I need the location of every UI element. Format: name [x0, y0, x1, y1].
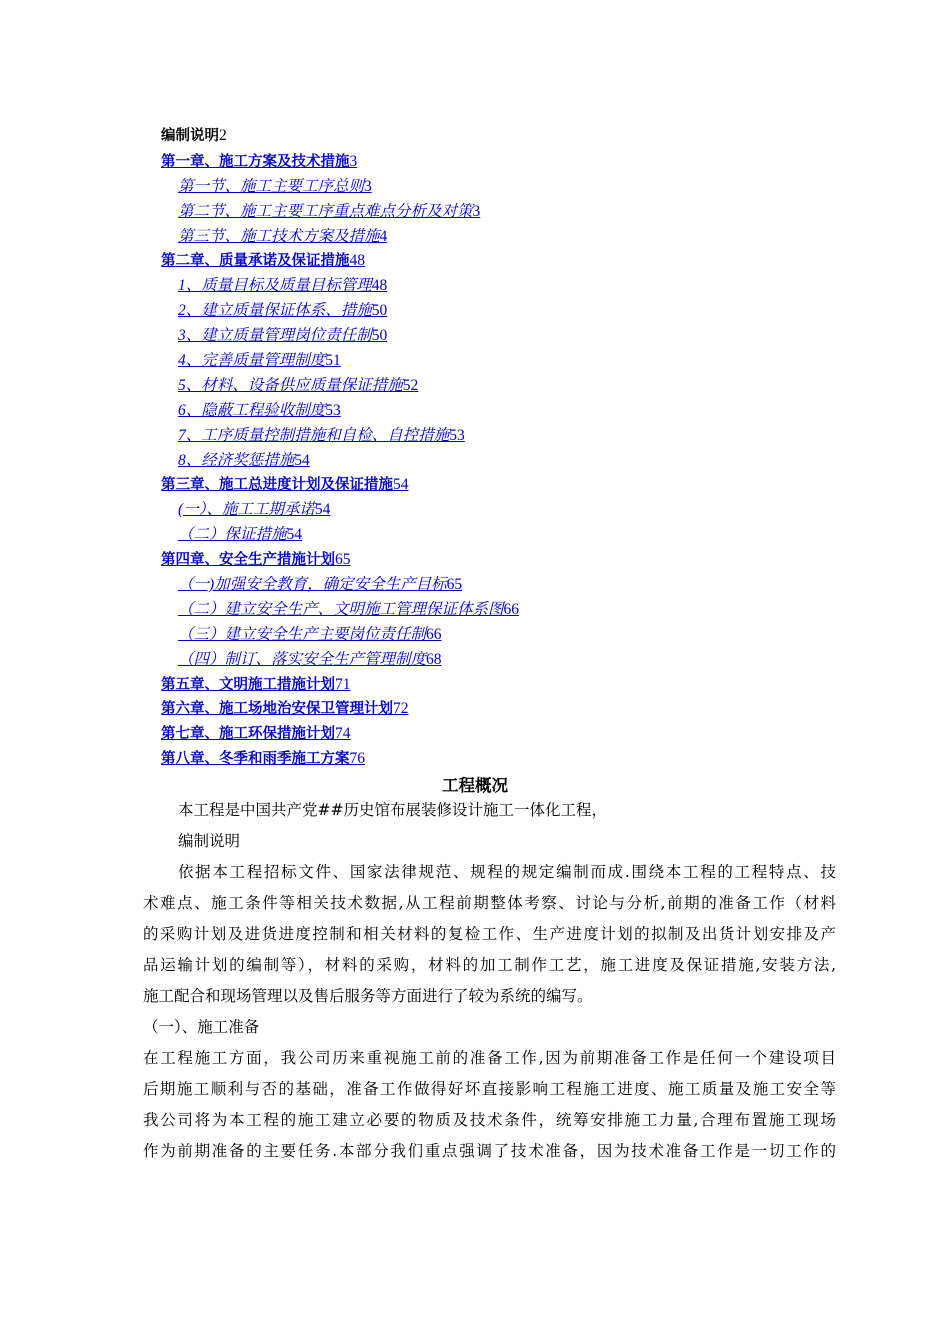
toc-entry[interactable] — [161, 746, 861, 771]
toc-entry-text: 第六章、施工场地治安保卫管理计划 — [161, 701, 393, 718]
toc-entry[interactable] — [161, 497, 861, 522]
toc-entry-text: 第一章、施工方案及技术措施 — [161, 153, 350, 170]
toc-link[interactable] — [178, 501, 330, 518]
toc-entry-text: 第八章、冬季和雨季施工方案 — [161, 751, 350, 768]
toc-link[interactable] — [178, 203, 480, 220]
section-label: 编制说明 — [178, 832, 241, 850]
toc-entry[interactable] — [161, 622, 861, 647]
toc-entry-text: (一）、施工工期承诺 — [178, 501, 315, 519]
toc-entry-text: 第三节、施工技术方案及措施 — [178, 227, 380, 245]
section-heading-preparation: （一）、施工准备 — [143, 1018, 260, 1036]
toc-link[interactable] — [161, 154, 357, 170]
toc-entry[interactable] — [161, 522, 861, 547]
toc-link[interactable] — [161, 253, 365, 269]
toc-entry[interactable] — [161, 373, 861, 398]
intro-line: 本工程是中国共产党##历史馆布展装修设计施工一体化工程， — [178, 801, 607, 819]
toc-page-number: 72 — [393, 700, 409, 718]
toc-entry-text: 第三章、施工总进度计划及保证措施 — [161, 477, 393, 494]
paragraph-compilation — [143, 857, 836, 1012]
toc-page-number: 3 — [364, 177, 372, 195]
toc-link[interactable] — [161, 701, 409, 717]
toc-link[interactable] — [161, 677, 351, 693]
toc-entry-text: （一)加强安全教育，确定安全生产目标 — [178, 576, 447, 594]
toc-entry[interactable] — [161, 597, 861, 622]
paragraph-line: 作为前期准备的主要任务.本部分我们重点强调了技术准备，因为技术准备工作是一切工作的 — [143, 1142, 836, 1160]
toc-entry[interactable] — [161, 323, 861, 348]
toc-page-number: 54 — [314, 501, 331, 519]
toc-entry-text: （二）保证措施 — [178, 526, 287, 544]
toc-page-number: 54 — [286, 526, 303, 544]
toc-link[interactable] — [178, 402, 341, 419]
toc-page-number: 65 — [446, 576, 463, 594]
toc-link[interactable] — [178, 302, 387, 319]
paragraph-line: 施工配合和现场管理以及售后服务等方面进行了较为系统的编写。 — [143, 987, 593, 1005]
toc-page-number: 3 — [349, 152, 358, 170]
paragraph-line: 依据本工程招标文件、国家法律规范、规程的规定编制而成.围绕本工程的工程特点、技 — [178, 863, 836, 881]
paragraph-preparation — [143, 1043, 836, 1167]
table-of-contents — [161, 124, 861, 771]
toc-page-number: 50 — [371, 327, 388, 345]
toc-page-number: 65 — [335, 551, 351, 569]
toc-entry[interactable] — [161, 472, 861, 497]
toc-entry-text: 6、隐蔽工程验收制度 — [178, 401, 326, 419]
toc-page-number: 52 — [402, 376, 419, 394]
toc-link[interactable] — [161, 726, 351, 742]
toc-page-number: 53 — [449, 426, 465, 444]
toc-entry-text: 第二章、质量承诺及保证措施 — [161, 253, 350, 270]
toc-page-number: 74 — [335, 725, 351, 743]
toc-entry-text: 第二节、施工主要工序重点难点分析及对策 — [178, 202, 473, 220]
toc-entry-text: 1、质量目标及质量目标管理 — [178, 277, 372, 295]
toc-entry — [161, 124, 861, 149]
toc-entry[interactable] — [161, 547, 861, 572]
toc-entry-text: （四）制订、落实安全生产管理制度 — [178, 650, 427, 668]
toc-link[interactable] — [178, 427, 465, 444]
paragraph-line: 品运输计划的编制等），材料的采购，材料的加工制作工艺，施工进度及保证措施,安装方法, — [143, 956, 836, 974]
toc-page-number: 53 — [325, 401, 341, 419]
toc-link[interactable] — [178, 576, 462, 593]
toc-entry[interactable] — [161, 647, 861, 672]
paragraph-line: 我公司将为本工程的施工建立必要的物质及技术条件，统筹安排施工力量,合理布置施工现场 — [143, 1111, 836, 1129]
toc-entry-text: 7、工序质量控制措施和自检、自控措施 — [178, 426, 450, 444]
toc-entry[interactable] — [161, 199, 861, 224]
toc-entry[interactable] — [161, 273, 861, 298]
toc-entry[interactable] — [161, 248, 861, 273]
toc-page-number: 48 — [371, 277, 388, 295]
paragraph-line: 术难点、施工条件等相关技术数据,从工程前期整体考察、讨论与分析,前期的准备工作（材料 — [143, 894, 836, 912]
toc-page-number: 3 — [472, 202, 481, 220]
paragraph-line: 后期施工顺利与否的基础，准备工作做得好坏直接影响工程施工进度、施工质量及施工安全等 — [143, 1080, 836, 1098]
toc-entry[interactable] — [161, 224, 861, 249]
toc-page-number: 54 — [393, 476, 409, 494]
toc-page-number: 68 — [426, 650, 442, 668]
toc-link[interactable] — [178, 377, 418, 394]
toc-entry-text: 3、建立质量管理岗位责任制 — [178, 327, 372, 345]
toc-entry[interactable] — [161, 448, 861, 473]
toc-page-number: 76 — [349, 750, 365, 768]
toc-entry-text: 第五章、文明施工措施计划 — [161, 676, 335, 693]
toc-link[interactable] — [178, 651, 442, 668]
toc-entry-text: 4、完善质量管理制度 — [178, 352, 326, 370]
overview-title: 工程概况 — [442, 776, 508, 795]
toc-page-number: 51 — [325, 352, 341, 370]
toc-link[interactable] — [178, 228, 387, 245]
toc-link[interactable] — [178, 526, 302, 543]
toc-entry-text: （二）建立安全生产、文明施工管理保证体系图 — [178, 600, 504, 618]
toc-entry-text: 8、经济奖惩措施 — [178, 451, 295, 469]
toc-page-number: 66 — [503, 600, 520, 618]
toc-entry[interactable] — [161, 423, 861, 448]
toc-page-number: 4 — [379, 227, 388, 245]
toc-page-number: 50 — [371, 302, 388, 320]
toc-entry[interactable] — [161, 174, 861, 199]
toc-entry[interactable] — [161, 149, 861, 174]
toc-page-number: 2 — [219, 127, 227, 144]
overview-body — [143, 795, 836, 1167]
toc-entry[interactable] — [161, 672, 861, 697]
toc-entry[interactable] — [161, 696, 861, 721]
toc-link[interactable] — [178, 352, 341, 369]
toc-link[interactable] — [178, 178, 372, 195]
toc-entry[interactable] — [161, 298, 861, 323]
toc-entry-text: 编制说明 — [161, 128, 219, 144]
toc-link[interactable] — [178, 327, 387, 344]
toc-entry[interactable] — [161, 348, 861, 373]
toc-entry-text: 5、材料、设备供应质量保证措施 — [178, 376, 403, 394]
paragraph-line: 的采购计划及进货进度控制和相关材料的复检工作、生产进度计划的拟制及出货计划安排及产 — [143, 925, 836, 943]
toc-link[interactable] — [161, 477, 409, 493]
toc-entry[interactable] — [161, 721, 861, 746]
toc-link[interactable] — [161, 751, 365, 767]
toc-link[interactable] — [178, 626, 442, 643]
toc-entry[interactable] — [161, 398, 861, 423]
toc-link[interactable] — [178, 452, 310, 469]
toc-entry-text: 2、建立质量保证体系、措施 — [178, 302, 372, 320]
toc-link[interactable] — [161, 552, 351, 568]
paragraph-line: 在工程施工方面，我公司历来重视施工前的准备工作,因为前期准备工作是任何一个建设项目 — [143, 1049, 836, 1067]
toc-link[interactable] — [178, 601, 519, 618]
toc-entry-text: 第七章、施工环保措施计划 — [161, 726, 335, 743]
toc-entry[interactable] — [161, 572, 861, 597]
toc-page-number: 54 — [294, 451, 310, 469]
toc-entry-text: （三）建立安全生产主要岗位责任制 — [178, 625, 427, 643]
toc-page-number: 66 — [426, 625, 442, 643]
toc-link[interactable] — [178, 277, 387, 294]
toc-entry-text: 第一节、施工主要工序总则 — [178, 177, 365, 195]
toc-page-number: 71 — [335, 675, 351, 693]
toc-page-number: 48 — [349, 252, 365, 270]
toc-entry-text: 第四章、安全生产措施计划 — [161, 552, 335, 569]
